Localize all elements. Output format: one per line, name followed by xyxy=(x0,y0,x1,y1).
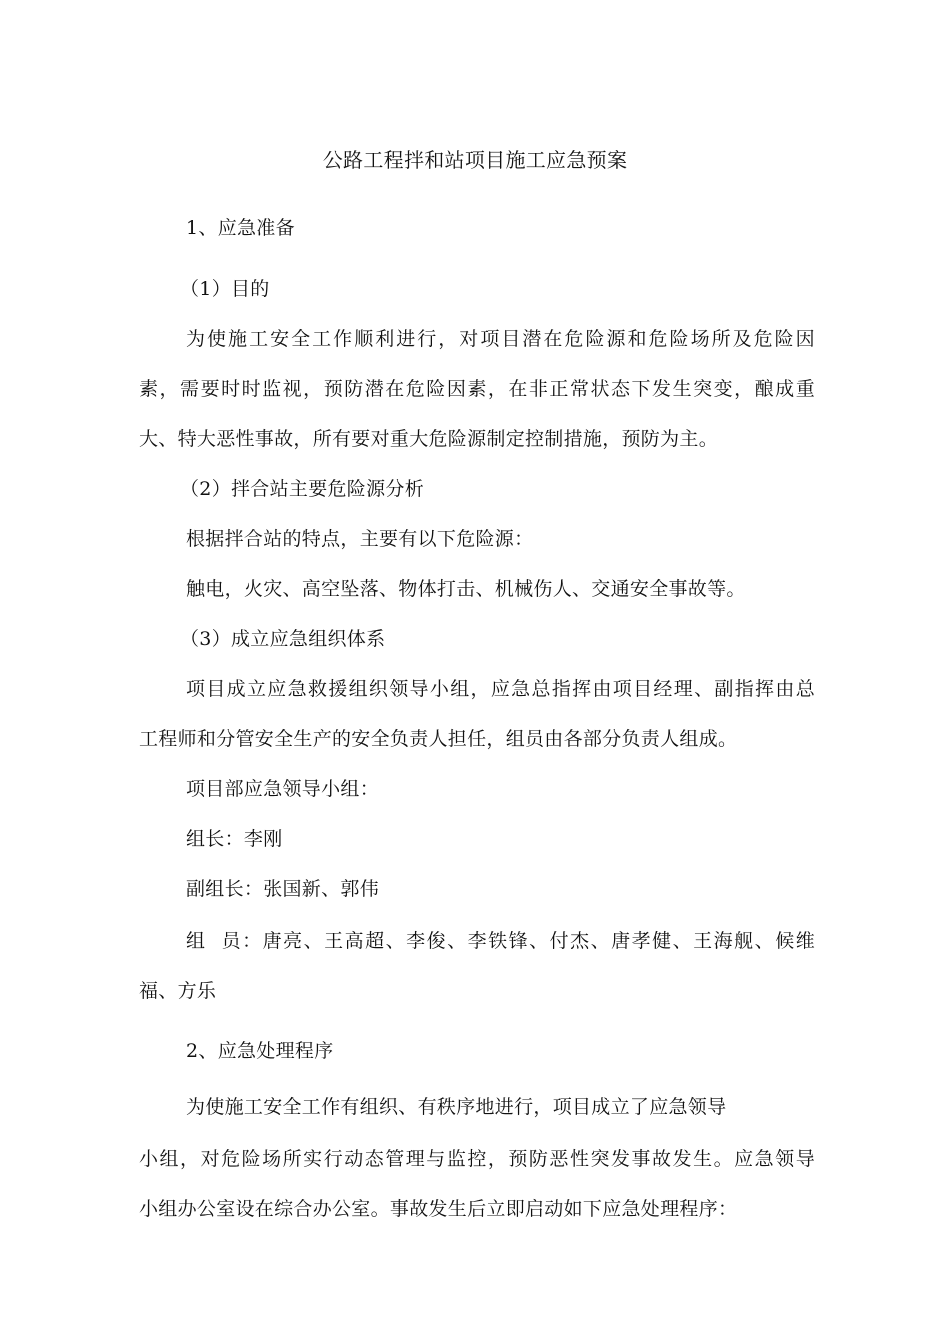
paragraph-text: 小组办公室设在综合办公室。事故发生后立即启动如下应急处理程序： xyxy=(139,1198,738,1220)
document-title-text: 公路工程拌和站项目施工应急预案 xyxy=(322,148,628,172)
paragraph-line xyxy=(0,677,950,701)
paragraph-text: 工程师和分管安全生产的安全负责人担任，组员由各部分负责人组成。 xyxy=(139,728,738,750)
subheading-text: （1）目的 xyxy=(180,278,270,300)
paragraph-text: 为使施工安全工作有组织、有秩序地进行，项目成立了应急领导 xyxy=(186,1096,727,1118)
paragraph-line xyxy=(0,427,950,451)
paragraph-line xyxy=(0,979,950,1003)
paragraph-text: 根据拌合站的特点，主要有以下危险源： xyxy=(186,528,534,550)
subheading-text: （2）拌合站主要危险源分析 xyxy=(180,478,424,500)
paragraph-line xyxy=(0,1147,950,1171)
paragraph-line-members xyxy=(0,929,950,953)
paragraph-line xyxy=(0,1095,950,1119)
section-heading-emergency-preparation xyxy=(0,216,950,240)
paragraph-text: 副组长：张国新、郭伟 xyxy=(186,878,380,900)
paragraph-line xyxy=(0,727,950,751)
heading-text: 1、应急准备 xyxy=(186,217,295,239)
paragraph-line xyxy=(0,777,950,801)
paragraph-text: 福、方乐 xyxy=(139,980,217,1002)
paragraph-line-leader xyxy=(0,827,950,851)
paragraph-text: 组 员：唐亮、王高超、李俊、李铁锋、付杰、唐孝健、王海舰、候维 xyxy=(186,930,815,952)
paragraph-line xyxy=(0,577,950,601)
paragraph-line xyxy=(0,527,950,551)
subheading-hazard-analysis xyxy=(0,477,950,501)
paragraph-text: 触电，火灾、高空坠落、物体打击、机械伤人、交通安全事故等。 xyxy=(186,578,746,600)
paragraph-text: 为使施工安全工作顺利进行，对项目潜在危险源和危险场所及危险因 xyxy=(186,328,815,350)
subheading-text: （3）成立应急组织体系 xyxy=(180,628,386,650)
paragraph-text: 大、特大恶性事故，所有要对重大危险源制定控制措施，预防为主。 xyxy=(139,428,719,450)
section-heading-emergency-procedure xyxy=(0,1039,950,1063)
paragraph-line xyxy=(0,1197,950,1221)
heading-text: 2、应急处理程序 xyxy=(186,1040,334,1062)
subheading-organization xyxy=(0,627,950,651)
paragraph-text: 组长：李刚 xyxy=(186,828,283,850)
paragraph-line xyxy=(0,327,950,351)
paragraph-text: 素，需要时时监视，预防潜在危险因素，在非正常状态下发生突变，酿成重 xyxy=(139,378,815,400)
paragraph-text: 小组，对危险场所实行动态管理与监控，预防恶性突发事故发生。应急领导 xyxy=(139,1148,815,1170)
paragraph-text: 项目部应急领导小组： xyxy=(186,778,380,800)
subheading-purpose xyxy=(0,277,950,301)
paragraph-line-deputy-leader xyxy=(0,877,950,901)
document-title xyxy=(0,148,950,172)
paragraph-text: 项目成立应急救援组织领导小组，应急总指挥由项目经理、副指挥由总 xyxy=(186,678,815,700)
paragraph-line xyxy=(0,377,950,401)
